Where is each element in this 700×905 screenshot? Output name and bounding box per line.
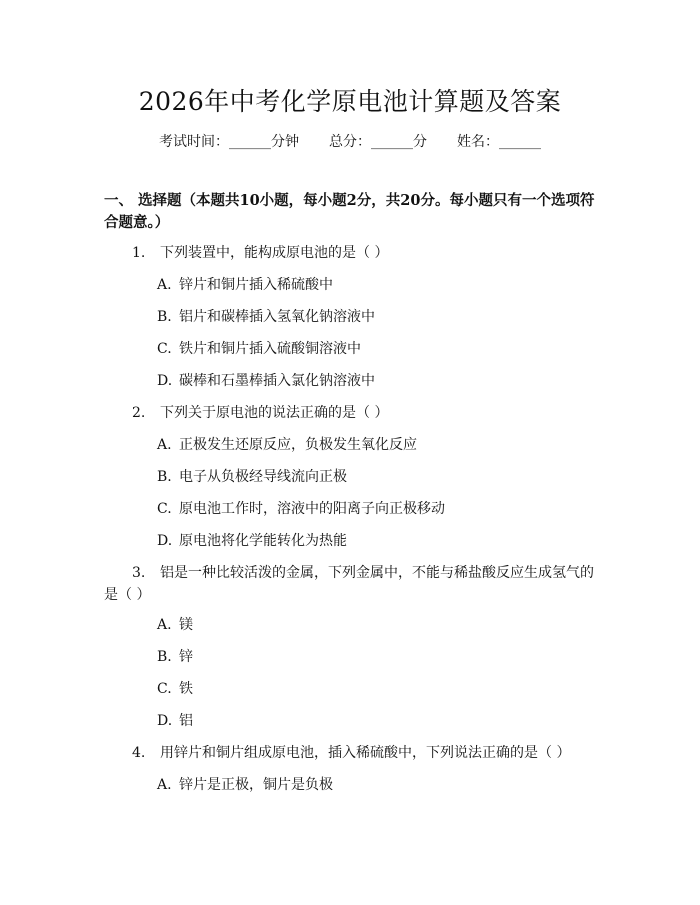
option-letter: A. bbox=[157, 617, 172, 633]
option-text: 铝片和碳棒插入氢氧化钠溶液中 bbox=[179, 309, 375, 325]
page-title: 2026年中考化学原电池计算题及答案 bbox=[138, 87, 562, 116]
question-2-option-d bbox=[157, 530, 347, 552]
question-2-option-b bbox=[157, 466, 347, 488]
option-text: 锌 bbox=[179, 649, 193, 665]
question-1-option-c bbox=[157, 338, 361, 360]
option-text: 铁片和铜片插入硫酸铜溶液中 bbox=[179, 341, 361, 357]
option-text: 铝 bbox=[179, 713, 193, 729]
section-heading bbox=[104, 190, 604, 234]
total-score-field: 总分：______分 bbox=[329, 134, 427, 150]
option-text: 电子从负极经导线流向正极 bbox=[179, 469, 347, 485]
option-letter: C. bbox=[157, 501, 172, 517]
option-text: 锌片是正极，铜片是负极 bbox=[179, 777, 333, 793]
question-text: 用锌片和铜片组成原电池，插入稀硫酸中，下列说法正确的是（ ） bbox=[160, 745, 571, 761]
question-number: 1. bbox=[132, 245, 146, 261]
question-text: 下列装置中，能构成原电池的是（ ） bbox=[160, 245, 389, 261]
option-letter: C. bbox=[157, 681, 172, 697]
section-instructions: 选择题（本题共10小题，每小题2分，共20分。每小题只有一个选项符合题意。） bbox=[104, 192, 595, 231]
question-number: 3. bbox=[132, 565, 146, 581]
question-4-option-a bbox=[157, 774, 333, 796]
question-2 bbox=[132, 402, 388, 424]
option-text: 锌片和铜片插入稀硫酸中 bbox=[179, 277, 333, 293]
option-text: 正极发生还原反应，负极发生氧化反应 bbox=[179, 437, 417, 453]
question-text: 铝是一种比较活泼的金属，下列金属中，不能与稀盐酸反应生成氢气的是（ ） bbox=[104, 565, 594, 603]
option-text: 原电池工作时，溶液中的阳离子向正极移动 bbox=[179, 501, 445, 517]
question-text: 下列关于原电池的说法正确的是（ ） bbox=[160, 405, 389, 421]
question-1-option-a bbox=[157, 274, 333, 296]
option-letter: D. bbox=[157, 373, 173, 389]
question-4 bbox=[132, 742, 570, 764]
question-3-option-d bbox=[157, 710, 193, 732]
question-number: 2. bbox=[132, 405, 146, 421]
question-3-option-a bbox=[157, 614, 193, 636]
option-letter: A. bbox=[157, 277, 172, 293]
question-2-option-c bbox=[157, 498, 445, 520]
question-3-option-c bbox=[157, 678, 193, 700]
option-text: 铁 bbox=[179, 681, 193, 697]
option-letter: B. bbox=[157, 309, 172, 325]
question-2-option-a bbox=[157, 434, 417, 456]
option-letter: B. bbox=[157, 649, 172, 665]
question-number: 4. bbox=[132, 745, 146, 761]
option-text: 碳棒和石墨棒插入氯化钠溶液中 bbox=[179, 373, 375, 389]
option-letter: D. bbox=[157, 713, 173, 729]
question-1-option-b bbox=[157, 306, 375, 328]
option-letter: D. bbox=[157, 533, 173, 549]
option-text: 原电池将化学能转化为热能 bbox=[179, 533, 347, 549]
section-number: 一、 bbox=[104, 192, 133, 209]
student-name-field: 姓名：______ bbox=[457, 134, 541, 150]
exam-time-field: 考试时间：______分钟 bbox=[159, 134, 299, 150]
option-letter: A. bbox=[157, 777, 172, 793]
question-1 bbox=[132, 242, 388, 264]
question-3-option-b bbox=[157, 646, 193, 668]
question-3 bbox=[104, 562, 604, 606]
option-letter: C. bbox=[157, 341, 172, 357]
option-text: 镁 bbox=[179, 617, 193, 633]
option-letter: B. bbox=[157, 469, 172, 485]
question-1-option-d bbox=[157, 370, 375, 392]
option-letter: A. bbox=[157, 437, 172, 453]
exam-info-line bbox=[0, 131, 700, 151]
